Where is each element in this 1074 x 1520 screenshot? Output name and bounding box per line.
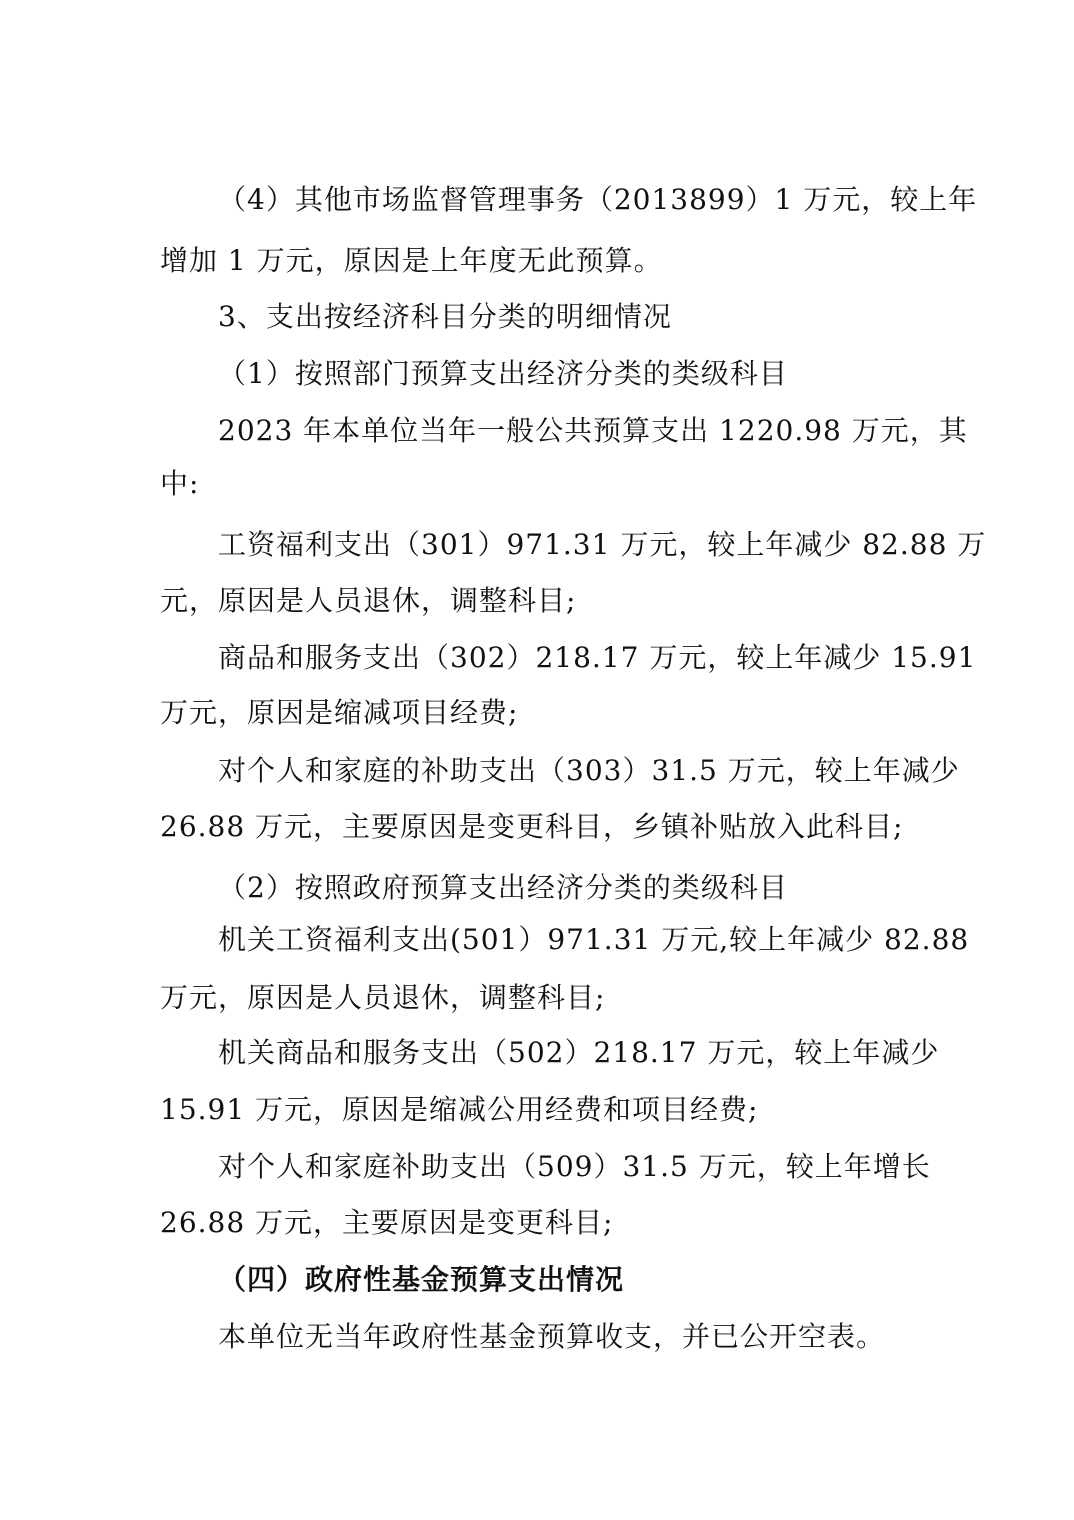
subsection-heading: （1）按照部门预算支出经济分类的类级科目 xyxy=(218,357,788,390)
paragraph-line: 中: xyxy=(160,467,200,500)
section-heading-bold: （四）政府性基金预算支出情况 xyxy=(218,1263,625,1296)
section-heading: 3、支出按经济科目分类的明细情况 xyxy=(218,300,672,333)
paragraph-line: 商品和服务支出（302）218.17 万元，较上年减少 15.91 xyxy=(218,641,977,674)
paragraph-line: 机关商品和服务支出（502）218.17 万元，较上年减少 xyxy=(218,1036,940,1069)
paragraph-line: 15.91 万元，原因是缩减公用经费和项目经费; xyxy=(160,1093,759,1126)
paragraph-line: 对个人和家庭补助支出（509）31.5 万元，较上年增长 xyxy=(218,1150,931,1183)
paragraph-line: 本单位无当年政府性基金预算收支，并已公开空表。 xyxy=(218,1320,886,1353)
paragraph-line: 机关工资福利支出(501）971.31 万元,较上年减少 82.88 xyxy=(218,923,970,956)
paragraph-line: 增加 1 万元，原因是上年度无此预算。 xyxy=(160,244,663,277)
paragraph-line: 元，原因是人员退休，调整科目; xyxy=(160,584,577,617)
paragraph-line: 2023 年本单位当年一般公共预算支出 1220.98 万元，其 xyxy=(218,414,968,447)
paragraph-line: （4）其他市场监督管理事务（2013899）1 万元，较上年 xyxy=(218,183,978,216)
paragraph-line: 万元，原因是人员退休，调整科目; xyxy=(160,981,606,1014)
subsection-heading: （2）按照政府预算支出经济分类的类级科目 xyxy=(218,871,788,904)
paragraph-line: 工资福利支出（301）971.31 万元，较上年减少 82.88 万 xyxy=(218,528,987,561)
paragraph-line: 万元，原因是缩减项目经费; xyxy=(160,696,519,729)
paragraph-line: 对个人和家庭的补助支出（303）31.5 万元，较上年减少 xyxy=(218,754,960,787)
paragraph-line: 26.88 万元，主要原因是变更科目; xyxy=(160,1206,614,1239)
paragraph-line: 26.88 万元，主要原因是变更科目，乡镇补贴放入此科目; xyxy=(160,810,904,843)
